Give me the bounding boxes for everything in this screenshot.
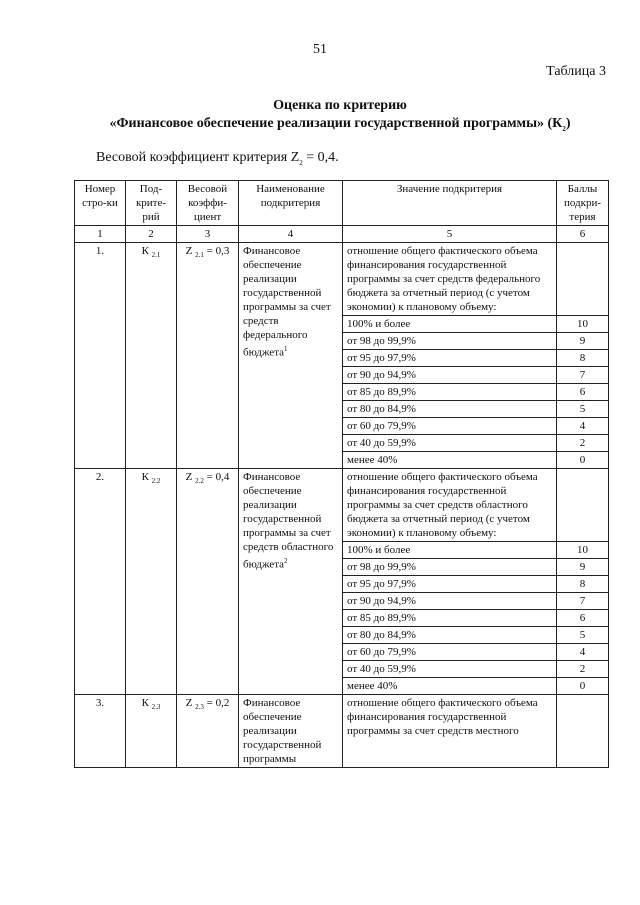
table-label: Таблица 3 (546, 64, 606, 79)
score-cell (557, 469, 609, 542)
scale-range: от 98 до 99,9% (343, 559, 557, 576)
subscript: 2.2 (195, 477, 204, 486)
subscript: 2.2 (151, 477, 161, 486)
scale-score: 4 (557, 418, 609, 435)
scale-score: 7 (557, 593, 609, 610)
heading-line-1: Оценка по критерию (273, 98, 407, 113)
criterion-row (75, 243, 609, 316)
column-number: 6 (557, 226, 609, 243)
weight-sub: 2 (299, 158, 303, 167)
value-description: отношение общего фактического объема финансирования государственной программы за счет средств областного бюджета за отчетный период (с учетом экономии) к плановому объему: (343, 469, 557, 542)
subcriterion-name: Финансовое обеспечение реализации государственной программы (239, 695, 343, 768)
heading-line-2-suffix: ) (565, 116, 571, 131)
page-number: 51 (313, 42, 327, 57)
subcriterion-name: Финансовое обеспечение реализации государственной программы за счет средств федерального бюджета$^1$ (239, 243, 343, 469)
column-number: 1 (75, 226, 126, 243)
column-number: 5 (343, 226, 557, 243)
scale-score: 10 (557, 542, 609, 559)
scale-range: менее 40% (343, 452, 557, 469)
scale-range: от 98 до 99,9% (343, 333, 557, 350)
scale-range: от 60 до 79,9% (343, 418, 557, 435)
assessment-table (74, 180, 609, 768)
scale-range: от 40 до 59,9% (343, 435, 557, 452)
scale-score: 7 (557, 367, 609, 384)
scale-range: 100% и более (343, 316, 557, 333)
column-number-row (75, 226, 609, 243)
subcriterion-code: К $_{2.1}$ (126, 243, 177, 469)
header-cell: Весовой коэффи-циент (177, 181, 239, 226)
weight-coefficient: Z $_{2.1}$ = 0,3 (177, 243, 239, 469)
scale-score: 4 (557, 644, 609, 661)
header-cell: Под-крите-рий (126, 181, 177, 226)
header-row (75, 181, 609, 226)
row-number: 3. (75, 695, 126, 768)
footnote-mark: 2 (284, 557, 288, 565)
heading-line-2-text: «Финансовое обеспечение реализации государственной программы» (К (109, 116, 563, 131)
score-cell (557, 243, 609, 316)
subscript: 2.3 (195, 703, 204, 712)
scale-range: менее 40% (343, 678, 557, 695)
scale-score: 5 (557, 401, 609, 418)
scale-score: 6 (557, 384, 609, 401)
header-cell: Наименование подкритерия (239, 181, 343, 226)
scale-range: от 40 до 59,9% (343, 661, 557, 678)
scale-range: от 60 до 79,9% (343, 644, 557, 661)
scale-range: от 80 до 84,9% (343, 627, 557, 644)
scale-score: 9 (557, 333, 609, 350)
value-description: отношение общего фактического объема финансирования государственной программы за счет средств федерального бюджета за отчетный период (с учетом экономии) к плановому объему: (343, 243, 557, 316)
scale-score: 2 (557, 661, 609, 678)
scale-range: от 85 до 89,9% (343, 610, 557, 627)
row-number: 2. (75, 469, 126, 695)
scale-range: от 85 до 89,9% (343, 384, 557, 401)
scale-range: от 95 до 97,9% (343, 576, 557, 593)
subcriterion-code: К $_{2.2}$ (126, 469, 177, 695)
footnote-mark: 1 (284, 345, 288, 353)
subscript: 2.1 (151, 251, 161, 260)
header-cell: Баллы подкри-терия (557, 181, 609, 226)
subscript: 2.3 (151, 703, 161, 712)
subcriterion-code: К $_{2.3}$ (126, 695, 177, 768)
weight-coefficient: Z $_{2.3}$ = 0,2 (177, 695, 239, 768)
scale-score: 5 (557, 627, 609, 644)
scale-score: 8 (557, 576, 609, 593)
scale-score: 2 (557, 435, 609, 452)
column-number: 3 (177, 226, 239, 243)
scale-range: 100% и более (343, 542, 557, 559)
scale-score: 0 (557, 452, 609, 469)
scale-range: от 90 до 94,9% (343, 593, 557, 610)
criterion-row (75, 695, 609, 768)
heading-line-2 (0, 115, 640, 138)
score-cell (557, 695, 609, 768)
weight-text: Весовой коэффициент критерия Z (96, 150, 300, 165)
scale-range: от 90 до 94,9% (343, 367, 557, 384)
value-description: отношение общего фактического объема финансирования государственной программы за счет средств местного (343, 695, 557, 768)
column-number: 2 (126, 226, 177, 243)
column-number: 4 (239, 226, 343, 243)
heading-line-2-sub: 2 (562, 124, 566, 133)
scale-score: 0 (557, 678, 609, 695)
weight-value: = 0,4. (302, 150, 339, 165)
row-number: 1. (75, 243, 126, 469)
header-cell: Значение подкритерия (343, 181, 557, 226)
table-heading (0, 97, 640, 138)
criterion-row (75, 469, 609, 542)
scale-score: 10 (557, 316, 609, 333)
subscript: 2.1 (195, 251, 204, 260)
scale-score: 8 (557, 350, 609, 367)
scale-score: 9 (557, 559, 609, 576)
scale-range: от 95 до 97,9% (343, 350, 557, 367)
criterion-weight (96, 150, 339, 167)
subcriterion-name: Финансовое обеспечение реализации государственной программы за счет средств областного бюджета$^2$ (239, 469, 343, 695)
weight-coefficient: Z $_{2.2}$ = 0,4 (177, 469, 239, 695)
scale-range: от 80 до 84,9% (343, 401, 557, 418)
header-cell: Номер стро-ки (75, 181, 126, 226)
scale-score: 6 (557, 610, 609, 627)
